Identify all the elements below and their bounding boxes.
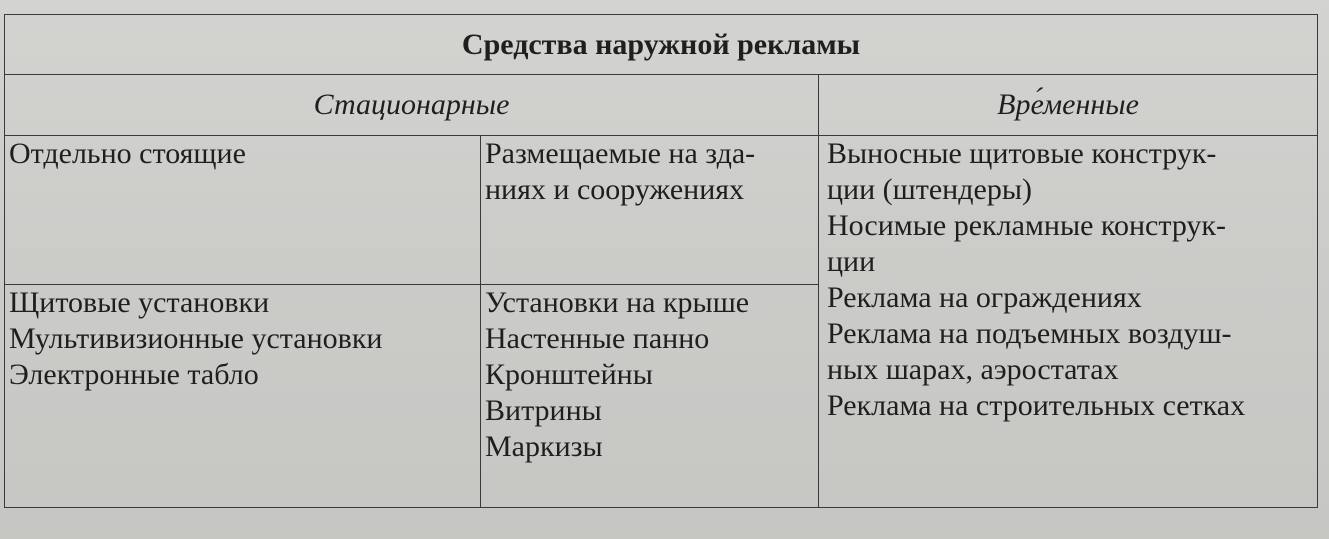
on-buildings-header-line: Размещаемые на зда- [485, 137, 756, 170]
list-item: Выносные щитовые конструк- [827, 137, 1217, 170]
list-item: Носимые рекламные конструк- [827, 209, 1226, 242]
list-item: ции (штендеры) [827, 173, 1032, 206]
list-item: Настенные панно [485, 322, 710, 355]
freestanding-header-cell [5, 136, 481, 285]
freestanding-header: Отдельно стоящие [9, 137, 246, 170]
subcategory-row [5, 136, 1318, 285]
list-item: Щитовые установки [9, 286, 270, 319]
list-item: Установки на крыше [485, 286, 750, 319]
table-title: Средства наружной рекламы [5, 15, 1318, 75]
freestanding-items-cell [5, 285, 481, 508]
list-item: Реклама на подъемных воздуш- [827, 317, 1232, 350]
list-item: Реклама на ограждениях [827, 281, 1142, 314]
category-stationary: Стационарные [5, 75, 819, 136]
table-title-row [5, 15, 1318, 75]
list-item: Витрины [485, 394, 602, 427]
outdoor-advertising-table [4, 14, 1318, 508]
list-item: Электронные табло [9, 358, 259, 391]
on-buildings-header-cell [481, 136, 819, 285]
list-item: Реклама на строительных сетках [827, 389, 1246, 422]
list-item: ции [827, 245, 876, 278]
category-temporary: Вре́менные [819, 75, 1318, 136]
temporary-items-cell [819, 136, 1318, 508]
on-buildings-items-cell [481, 285, 819, 508]
list-item: Мультивизионные установки [9, 322, 383, 355]
category-row [5, 75, 1318, 136]
list-item: Маркизы [485, 430, 603, 463]
on-buildings-header-line: ниях и сооружениях [485, 173, 745, 206]
list-item: ных шарах, аэростатах [827, 353, 1119, 386]
list-item: Кронштейны [485, 358, 653, 391]
